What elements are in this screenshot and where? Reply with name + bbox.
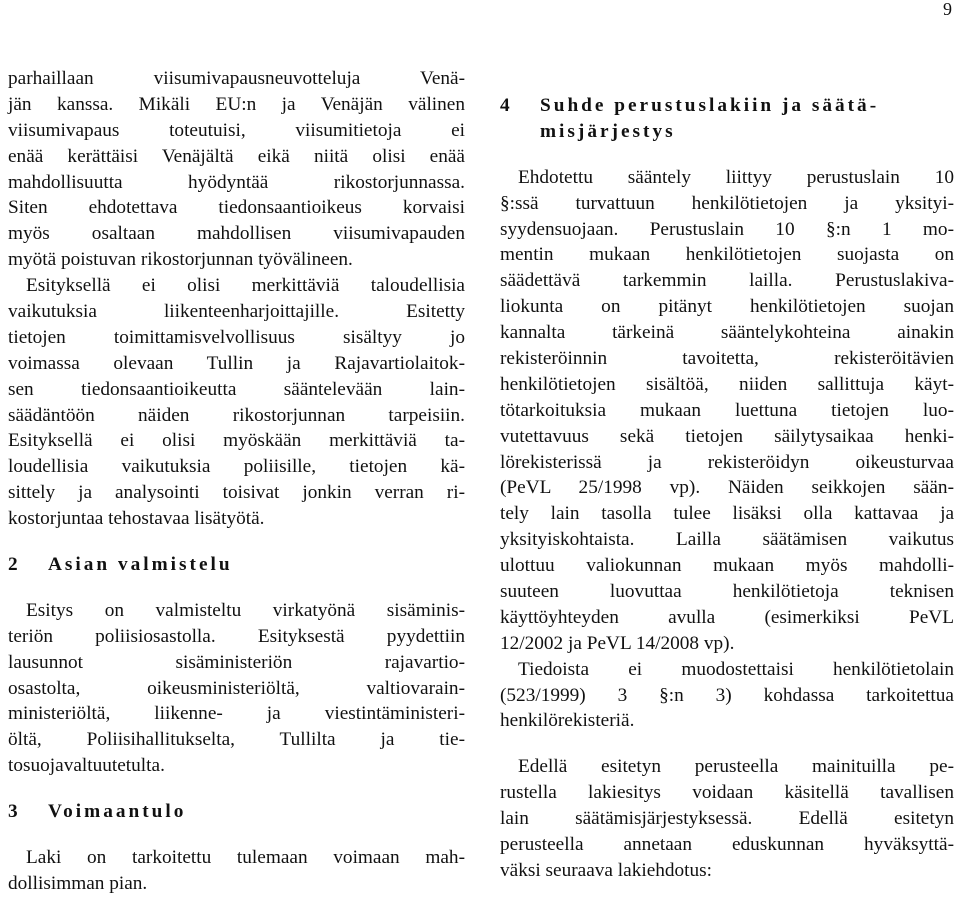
section-title-continued: misjärjestys — [540, 120, 676, 142]
text-line: vutettavuus sekä tietojen säilytysaikaa henki- — [500, 425, 954, 447]
text-line: jän kanssa. Mikäli EU:n ja Venäjän välinen — [8, 93, 465, 115]
text-line: mahdollisuutta hyödyntää rikostorjunnassa. — [8, 171, 465, 193]
section-title: Voimaantulo — [48, 801, 187, 823]
text-line: perusteella annetaan eduskunnan hyväksyttä- — [500, 834, 954, 856]
text-line: lausunnot sisäministeriön rajavartio- — [8, 651, 465, 673]
section-heading — [8, 799, 465, 825]
text-line: §:ssä turvattuun henkilötietojen ja yksityi- — [500, 192, 954, 214]
text-line: tosuojavaltuutetulta. — [8, 755, 165, 777]
paragraph-gap — [500, 734, 954, 754]
text-line: kostorjuntaa tehostavaa lisätyötä. — [8, 508, 265, 530]
text-line: henkilötietojen sisältöä, niiden sallittuja käyt- — [500, 373, 954, 395]
text-line: myös osaltaan mahdollisen viisumivapauden — [8, 223, 465, 245]
text-line: Tiedoista ei muodostettaisi henkilötietolain — [518, 658, 954, 680]
text-line: säädettävä tarkemmin lailla. Perustuslakiva- — [500, 270, 954, 292]
text-line: käyttöyhteyden avulla (esimerkiksi PeVL — [500, 606, 954, 628]
paragraph-gap — [8, 532, 465, 552]
text-line: mentin mukaan henkilötietojen suojasta on — [500, 244, 954, 266]
text-line: Laki on tarkoitettu tulemaan voimaan mah- — [26, 847, 465, 869]
text-line: dollisimman pian. — [8, 872, 148, 894]
text-line: teriön poliisiosastolla. Esityksestä pyydettiin — [8, 625, 465, 647]
text-line: öltä, Poliisihallitukselta, Tullilta ja tie- — [8, 729, 465, 751]
text-line: Siten ehdotettava tiedonsaantioikeus korvaisi — [8, 197, 465, 219]
paragraph-gap — [500, 66, 954, 93]
text-line: loudellisia vaikutuksia poliisille, tietojen kä- — [8, 456, 465, 478]
text-line: (523/1999) 3 §:n 3) kohdassa tarkoitettua — [500, 684, 954, 706]
section-title: Suhde perustuslakiin ja säätä- — [540, 95, 880, 116]
text-line: tietojen toimittamisvelvollisuus sisältyy jo — [8, 326, 465, 348]
text-line: liokunta on pitänyt henkilötietojen suojan — [500, 296, 954, 318]
paragraph-gap — [500, 145, 954, 165]
page-number: 9 — [943, 0, 952, 19]
text-line: voimassa olevaan Tullin ja Rajavartiolaitok- — [8, 352, 465, 374]
text-line: kannalta tärkeinä sääntelykohteina ainakin — [500, 322, 954, 344]
section-heading — [500, 93, 954, 119]
text-line: tötarkoituksia mukaan luettuna tietojen luo- — [500, 399, 954, 421]
text-line: (PeVL 25/1998 vp). Näiden seikkojen sään- — [500, 477, 954, 499]
text-line: vaikutuksia liikenteenharjoittajille. Esitetty — [8, 301, 465, 323]
left-column — [8, 66, 465, 897]
text-line: 12/2002 ja PeVL 14/2008 vp). — [500, 632, 735, 654]
text-line: rustella lakiesitys voidaan käsitellä tavallisen — [500, 782, 954, 804]
text-line: osastolta, oikeusministeriöltä, valtiovarain- — [8, 677, 465, 699]
text-line: lain säätämisjärjestyksessä. Edellä esitetyn — [500, 808, 954, 830]
text-line: Esitys on valmisteltu virkatyönä sisäminis- — [26, 599, 465, 621]
text-line: yksityiskohtaista. Lailla säätämisen vaikutus — [500, 529, 954, 551]
text-line: Esityksellä ei olisi myöskään merkittäviä ta- — [8, 430, 465, 452]
text-line: rekisteröinnin tavoitetta, rekisteröitävien — [500, 348, 954, 370]
text-line: henkilörekisteriä. — [500, 710, 635, 732]
section-title: Asian valmistelu — [48, 554, 233, 576]
text-line: enää kerättäisi Venäjältä eikä niitä olisi enää — [8, 145, 465, 167]
section-number: 4 — [500, 95, 510, 116]
text-line: myötä poistuvan rikostorjunnan työvälineen. — [8, 249, 353, 271]
paragraph-gap — [8, 578, 465, 598]
text-line: Esityksellä ei olisi merkittäviä taloudellisia — [26, 275, 465, 297]
text-line: lörekisterissä ja rekisteröidyn oikeusturvaa — [500, 451, 954, 473]
paragraph-gap — [8, 779, 465, 799]
text-line: tely lain tasolla tulee lisäksi olla kattavaa ja — [500, 503, 954, 525]
text-line: Ehdotettu sääntely liittyy perustuslain 10 — [518, 166, 954, 188]
text-line: suuteen luovuttaa henkilötietoja teknisen — [500, 581, 954, 603]
text-line: säädäntöön näiden rikostorjunnan tarpeisiin. — [8, 404, 465, 426]
text-line: väksi seuraava lakiehdotus: — [500, 859, 713, 881]
text-line: ulottuu valiokunnan mukaan myös mahdolli- — [500, 555, 954, 577]
section-number: 2 — [8, 554, 18, 576]
text-line: parhaillaan viisumivapausneuvotteluja Venä- — [8, 68, 465, 89]
text-line: Edellä esitetyn perusteella mainituilla pe- — [518, 756, 954, 778]
section-heading — [8, 552, 465, 578]
text-line: sittely ja analysointi toisivat jonkin verran ri- — [8, 482, 465, 504]
text-line: syydensuojaan. Perustuslain 10 §:n 1 mo- — [500, 218, 954, 240]
right-column — [500, 66, 954, 884]
section-number: 3 — [8, 801, 18, 823]
paragraph-gap — [8, 825, 465, 845]
text-line: sen tiedonsaantioikeutta sääntelevään lain- — [8, 378, 465, 400]
text-line: ministeriöltä, liikenne- ja viestintäministeri- — [8, 703, 465, 725]
text-line: viisumivapaus toteutuisi, viisumitietoja ei — [8, 119, 465, 141]
